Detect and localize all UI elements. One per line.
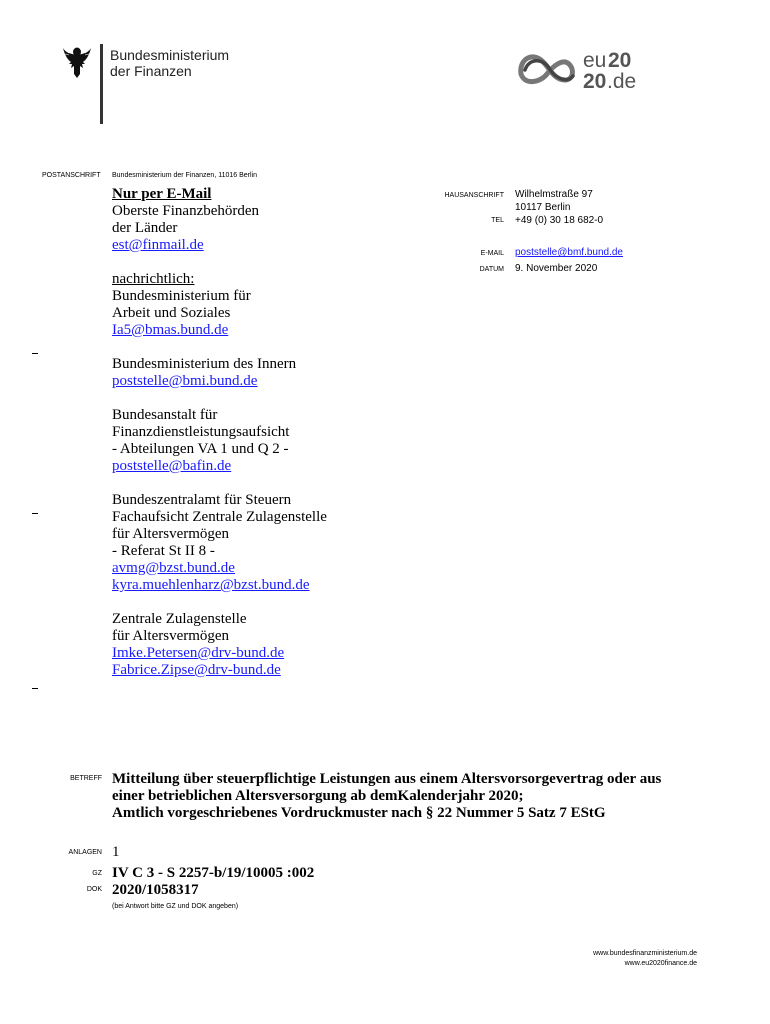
svg-text:.de: .de [607, 70, 637, 92]
postanschrift-label: POSTANSCHRIFT [42, 172, 101, 179]
email-label: E-MAIL [480, 250, 504, 257]
datum-value: 9. November 2020 [515, 263, 598, 274]
recipient-line: der Länder [112, 220, 178, 236]
sender-email-link[interactable]: poststelle@bmf.bund.de [515, 247, 623, 258]
reference-note: (bei Antwort bitte GZ und DOK angeben) [112, 903, 239, 910]
eu2020-logo [515, 40, 675, 92]
recipient-email-link[interactable]: Ia5@bmas.bund.de [112, 322, 229, 338]
fold-mark [32, 688, 38, 689]
subject-line: Mitteilung über steuerpflichtige Leistungen aus einem Altersvorsorgevertrag oder aus [112, 771, 662, 787]
svg-text:eu: eu [583, 49, 607, 72]
recipient-bafin [112, 407, 432, 475]
sender-tel: +49 (0) 30 18 682-0 [515, 215, 604, 226]
recipient-email-link[interactable]: poststelle@bmi.bund.de [112, 373, 258, 389]
recipient-line: - Abteilungen VA 1 und Q 2 - [112, 441, 289, 457]
sender-address [515, 188, 603, 227]
gz-value: IV C 3 - S 2257-b/19/10005 :002 [112, 865, 315, 881]
recipient-email-link[interactable]: kyra.muehlenharz@bzst.bund.de [112, 577, 310, 593]
svg-text:20: 20 [608, 49, 632, 72]
anlagen-value: 1 [112, 844, 120, 860]
subject-label: BETREFF [70, 775, 102, 782]
recipient-line: für Altersvermögen [112, 628, 230, 644]
fold-mark [32, 353, 38, 354]
sender-city: 10117 Berlin [515, 202, 571, 213]
recipient-line: Bundeszentralamt für Steuern [112, 492, 292, 508]
recipient-line: Zentrale Zulagenstelle [112, 611, 247, 627]
recipient-line: - Referat St II 8 - [112, 543, 215, 559]
recipient-line: Fachaufsicht Zentrale Zulagenstelle [112, 509, 327, 525]
recipient-line: für Altersvermögen [112, 526, 230, 542]
ministry-name-line2: der Finanzen [110, 63, 192, 79]
footer-web-link[interactable]: www.eu2020finance.de [624, 960, 697, 967]
header-divider [100, 44, 103, 124]
recipient-line: Finanzdienstleistungsaufsicht [112, 424, 290, 440]
recipient-email-link[interactable]: avmg@bzst.bund.de [112, 560, 235, 576]
fold-mark [32, 513, 38, 514]
recipient-line: Bundesministerium des Innern [112, 356, 297, 372]
hausanschrift-label: HAUSANSCHRIFT [444, 192, 504, 199]
recipient-line: Oberste Finanzbehörden [112, 203, 260, 219]
recipient-bzst [112, 492, 432, 594]
recipient-email-link[interactable]: est@finmail.de [112, 237, 204, 253]
recipient-bmi [112, 356, 432, 390]
dok-value: 2020/1058317 [112, 882, 199, 898]
recipient-primary [112, 203, 432, 254]
ministry-name-line1: Bundesministerium [110, 47, 230, 63]
recipient-email-link[interactable]: Fabrice.Zipse@drv-bund.de [112, 662, 281, 678]
recipient-list [112, 186, 432, 679]
subject-line: Amtlich vorgeschriebenes Vordruckmuster nach § 22 Nummer 5 Satz 7 EStG [112, 805, 606, 821]
footer-web-link[interactable]: www.bundesfinanzministerium.de [593, 950, 697, 957]
footer-web-links [593, 949, 697, 969]
recipient-email-link[interactable]: poststelle@bafin.de [112, 458, 232, 474]
recipient-line: Bundesanstalt für [112, 407, 218, 423]
sender-street: Wilhelmstraße 97 [515, 189, 593, 200]
subject-line: einer betrieblichen Altersversorgung ab demKalenderjahr 2020; [112, 788, 524, 804]
anlagen-label: ANLAGEN [68, 849, 102, 856]
dok-label: DOK [86, 886, 102, 893]
postanschrift-value: Bundesministerium der Finanzen, 11016 Berlin [112, 172, 258, 179]
recipient-bmas [112, 288, 432, 339]
recipient-email-link[interactable]: Imke.Petersen@drv-bund.de [112, 645, 285, 661]
gz-label: GZ [92, 870, 102, 877]
recipient-line: Bundesministerium für [112, 288, 251, 304]
ministry-name [110, 47, 229, 79]
datum-label: DATUM [479, 266, 504, 273]
subject [112, 771, 712, 822]
cc-heading: nachrichtlich: [112, 271, 195, 287]
mail-heading: Nur per E-Mail [112, 186, 212, 202]
federal-eagle-icon [62, 44, 92, 80]
recipient-zfa [112, 611, 432, 679]
tel-label: TEL [491, 217, 504, 224]
recipient-line: Arbeit und Soziales [112, 305, 231, 321]
svg-text:20: 20 [583, 70, 607, 92]
